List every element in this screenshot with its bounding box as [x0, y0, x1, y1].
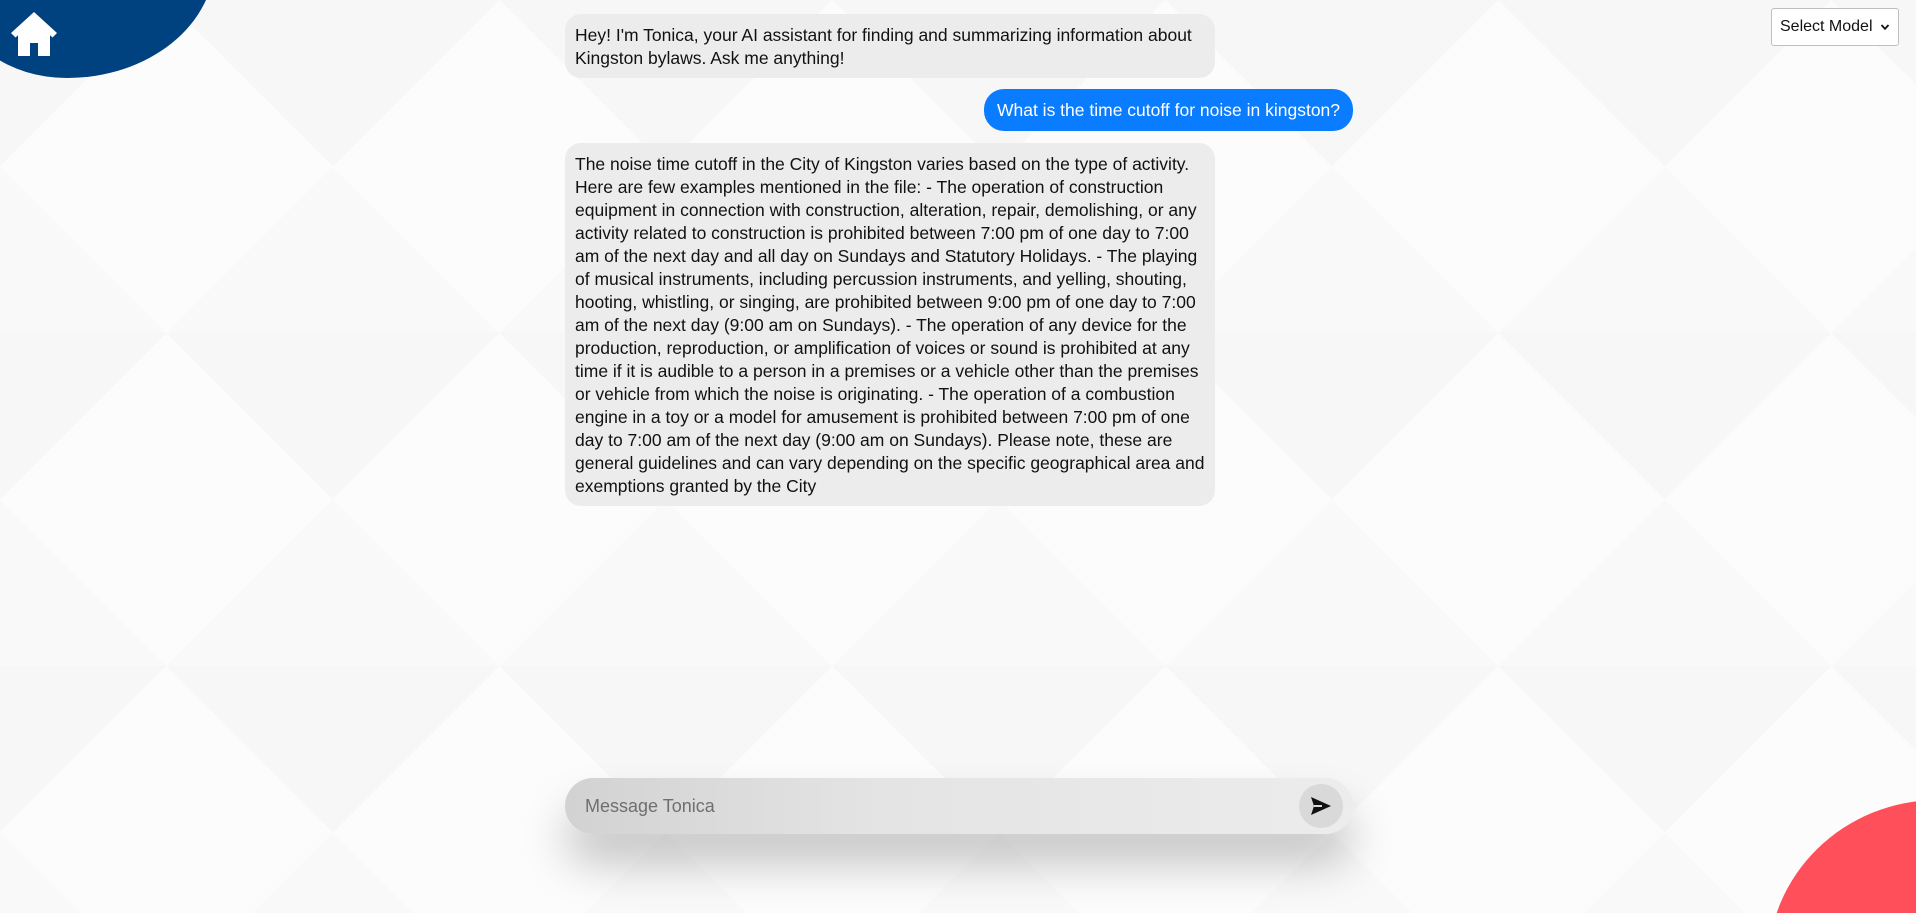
message-input[interactable]: Message Tonica	[585, 795, 715, 816]
home-button[interactable]	[8, 8, 60, 60]
model-select[interactable]	[1771, 8, 1899, 46]
message-composer	[565, 778, 1353, 834]
user-message: What is the time cutoff for noise in kingston?	[984, 89, 1353, 131]
corner-decoration	[1768, 800, 1916, 913]
home-icon	[8, 8, 60, 60]
assistant-message: The noise time cutoff in the City of Kingston varies based on the type of activity. Here are few examples mentioned in the file: - The operation of construction equipment in connection with construction, alteration, repair, demolishing, or any activity related to construction is prohibited between 7:00 pm of one day to 7:00 am of the next day and all day on Sundays and Statutory Holidays. - The playing of musical instruments, including percussion instruments, and yelling, shouting, hooting, whistling, or singing, are prohibited between 9:00 pm of one day to 7:00 am of the next day (9:00 am on Sundays). - The operation of any device for the production, reproduction, or amplification of voices or sound is prohibited at any time if it is audible to a person in a premises or a vehicle other than the premises or vehicle from which the noise is originating. - The operation of a combustion engine in a toy or a model for amusement is prohibited between 7:00 pm of one day to 7:00 am of the next day (9:00 am on Sundays). Please note, these are general guidelines and can vary depending on the specific geographical area and exemptions granted by the City	[565, 143, 1215, 506]
model-select-value: Select Model	[1780, 18, 1873, 35]
send-button[interactable]	[1299, 784, 1343, 828]
assistant-message: Hey! I'm Tonica, your AI assistant for finding and summarizing information about Kingston bylaws. Ask me anything!	[565, 14, 1215, 78]
chevron-down-icon	[1880, 22, 1890, 32]
send-icon	[1309, 794, 1333, 818]
